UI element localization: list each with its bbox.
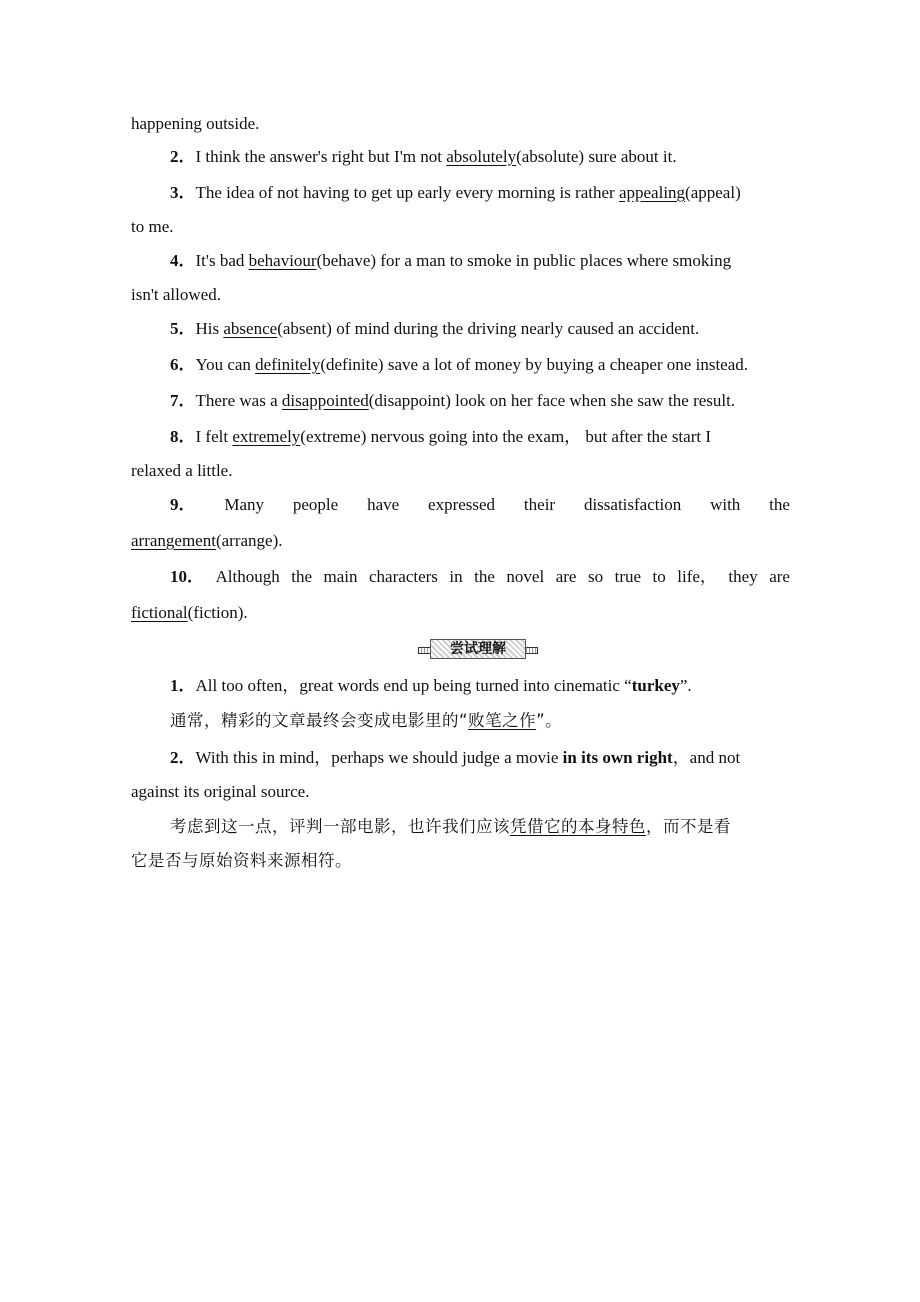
answer-8: extremely (232, 427, 301, 446)
section-title: 尝试理解 (430, 639, 526, 659)
answer-7: disappointed (281, 391, 369, 410)
question-9: 9． Many people have expressed their dissatisfaction with the (170, 495, 790, 514)
example-1-translation: 通常，精彩的文章最终会变成电影里的“败笔之作”。 (170, 711, 563, 730)
question-9-continuation: arrangement(arrange). (131, 531, 283, 550)
example-2: 2．With this in mind，perhaps we should judge a movie in its own right，and not (170, 748, 741, 767)
question-6: 6．You can definitely(definite) save a lot of money by buying a cheaper one instead. (170, 355, 749, 374)
example-2-continuation: against its original source. (131, 782, 310, 801)
answer-10: fictional (131, 603, 188, 622)
answer-9: arrangement (131, 531, 216, 550)
answer-3: appealing (618, 183, 686, 202)
answer-2: absolutely (446, 147, 517, 166)
answer-5: absence (223, 319, 278, 338)
question-8-continuation: relaxed a little. (131, 461, 233, 480)
question-3: 3．The idea of not having to get up early every morning is rather appealing(appeal) (170, 183, 741, 202)
question-2: 2．I think the answer's right but I'm not absolutely(absolute) sure about it. (170, 147, 677, 166)
question-10-continuation: fictional(fiction). (131, 603, 248, 622)
phrase-turkey: turkey (631, 676, 680, 695)
answer-4: behaviour (248, 251, 317, 270)
example-2-translation: 考虑到这一点，评判一部电影，也许我们应该凭借它的本身特色，而不是看 (170, 817, 731, 836)
question-4-continuation: isn't allowed. (131, 285, 221, 304)
answer-6: definitely (255, 355, 321, 374)
section-banner (418, 639, 538, 659)
question-4: 4．It's bad behaviour(behave) for a man to smoke in public places where smoking (170, 251, 732, 270)
phrase-in-its-own-right: in its own right (562, 748, 673, 767)
example-2-translation-continuation: 它是否与原始资料来源相符。 (131, 851, 352, 870)
question-5: 5．His absence(absent) of mind during the driving nearly caused an accident. (170, 319, 700, 338)
question-8: 8．I felt extremely(extreme) nervous going into the exam， but after the start I (170, 427, 711, 446)
question-10: 10． Although the main characters in the novel are so true to life， they are (170, 567, 790, 586)
q1-continuation: happening outside. (131, 114, 260, 133)
translation-1-key: 败笔之作 (468, 711, 537, 730)
translation-2-key: 凭借它的本身特色 (510, 817, 646, 836)
example-1: 1．All too often，great words end up being turned into cinematic “turkey”. (170, 676, 692, 695)
question-3-continuation: to me. (131, 217, 174, 236)
question-7: 7．There was a disappointed(disappoint) look on her face when she saw the result. (170, 391, 736, 410)
